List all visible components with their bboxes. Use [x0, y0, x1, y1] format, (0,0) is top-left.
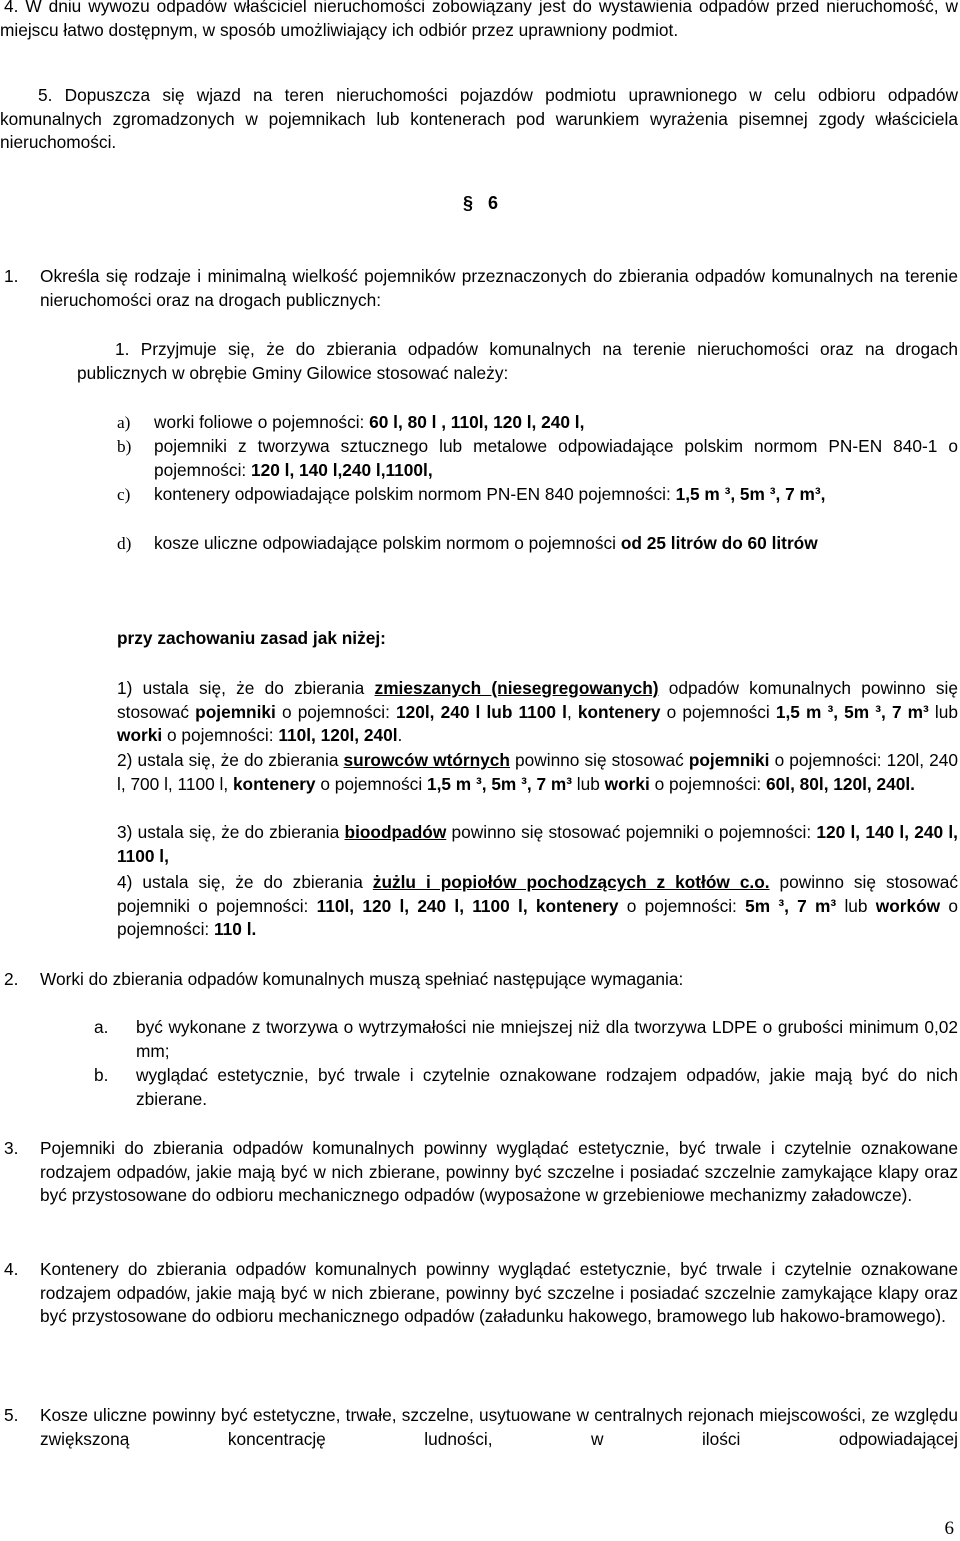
rule-text: o pojemności:	[618, 895, 746, 916]
paragraph-4-text: 4. W dniu wywozu odpadów właściciel nieruchomości zobowiązany jest do wystawienia odpadów przed nieruchomość, w miejscu łatwo dostępnym, w sposób umożliwiający ich odbiór przez uprawniony podmiot.	[0, 0, 958, 40]
list-item-text: pojemniki z tworzywa sztucznego lub metalowe odpowiadające polskim normom PN-EN 840-1 o pojemności:	[154, 436, 958, 480]
item-3-number: 3.	[4, 1138, 19, 1158]
rule-text: o pojemności	[660, 701, 776, 722]
item-2a-letter: a.	[94, 1017, 109, 1037]
rule-bold: worków	[875, 895, 941, 916]
rule-text: lub	[572, 773, 605, 794]
subitem-1-1	[77, 338, 958, 385]
list-item-values: 120 l, 140 l,240 l,1100l,	[251, 459, 433, 480]
rule-bold: kontenery	[577, 701, 661, 722]
list-item-letter: c)	[117, 485, 131, 504]
rule-bold: 110l, 120 l, 240 l, 1100 l, kontenery	[316, 895, 619, 916]
item-1-number: 1.	[4, 266, 19, 286]
list-item	[154, 483, 958, 507]
rule-2	[117, 749, 958, 796]
rule-waste-type: zmieszanych (niesegregowanych)	[374, 678, 659, 698]
paragraph-4	[0, 0, 958, 42]
item-4-text: Kontenery do zbierania odpadów komunalnych powinny wyglądać estetycznie, być trwale i czytelnie oznakowane rodzajem odpadów, jakie mają być w nich zbierane, powinny być szczelne i posiadać szczelnie zamykające klapy oraz być przystosowane do odbioru mechanicznego odpadów (załadunku hakowego, bramowego lub hakowo-bramowego).	[40, 1259, 958, 1326]
rule-text: o pojemności:	[117, 895, 958, 939]
rule-text: .	[397, 725, 403, 745]
item-2a-text: być wykonane z tworzywa o wytrzymałości nie mniejszej niż dla tworzywa LDPE o grubości minimum 0,02 mm;	[136, 1017, 958, 1061]
rule-text: o pojemności:	[162, 725, 279, 745]
item-1-text: Określa się rodzaje i minimalną wielkość pojemników przeznaczonych do zbierania odpadów komunalnych na terenie nieruchomości oraz na drogach publicznych:	[40, 266, 958, 310]
rule-waste-type: surowców wtórnych	[343, 750, 510, 770]
paragraph-5	[0, 84, 958, 155]
rule-text: 4) ustala się, że do zbierania	[117, 872, 373, 892]
rule-bold: pojemniki	[688, 750, 770, 770]
rule-bold: 110 l.	[214, 919, 257, 939]
section-number: 6	[488, 193, 499, 213]
section-sign-icon: §	[463, 193, 474, 213]
list-item	[154, 532, 958, 556]
rule-bold: 1,5 m ³, 5m ³, 7 m³	[426, 773, 572, 794]
list-item-letter: d)	[117, 534, 132, 553]
rule-3	[117, 821, 958, 868]
item-2-text: Worki do zbierania odpadów komunalnych muszą spełniać następujące wymagania:	[40, 969, 684, 989]
rule-text: lub	[836, 895, 876, 916]
rule-waste-type: bioodpadów	[344, 822, 447, 842]
list-item-values: 1,5 m ³, 5m ³, 7 m³,	[675, 484, 826, 504]
rule-text: ,	[566, 701, 578, 722]
rule-bold: pojemniki	[195, 701, 276, 722]
rule-bold: worki	[604, 773, 650, 794]
list-item	[154, 435, 958, 482]
rule-bold: 1,5 m ³, 5m ³, 7 m³	[775, 701, 929, 722]
list-item-values: od 25 litrów do 60 litrów	[620, 533, 818, 553]
list-item-letter: a)	[117, 413, 131, 432]
rule-4	[117, 871, 958, 942]
list-item	[154, 411, 958, 435]
subitem-1-1-text: 1. Przyjmuje się, że do zbierania odpadów komunalnych na terenie nieruchomości oraz na drogach publicznych w obrębie Gminy Gilowice stosować należy:	[77, 339, 958, 383]
list-item-text: kontenery odpowiadające polskim normom PN-EN 840 pojemności:	[154, 484, 676, 504]
rule-bold: 110l, 120l, 240l	[278, 725, 398, 745]
item-5-number: 5.	[4, 1405, 19, 1425]
rule-text: lub	[928, 701, 958, 722]
rule-waste-type: żużlu i popiołów pochodzących z kotłów c.o.	[372, 872, 770, 892]
list-item-letter: b)	[117, 437, 132, 456]
rule-text: 2) ustala się, że do zbierania	[117, 750, 344, 770]
item-2-number: 2.	[4, 969, 19, 989]
rule-text: powinno się stosować pojemniki o pojemności:	[446, 822, 817, 842]
rule-text: o pojemności	[315, 773, 427, 794]
page-number: 6	[944, 1518, 954, 1539]
rule-text: 3) ustala się, że do zbierania	[117, 822, 345, 842]
rule-bold: 120l, 240 l lub 1100 l	[396, 701, 567, 722]
paragraph-5-text: 5. Dopuszcza się wjazd na teren nieruchomości pojazdów podmiotu uprawnionego w celu odbioru odpadów komunalnych zgromadzonych w pojemnikach lub kontenerach pod warunkiem wyrażenia pisemnej zgody właściciela nieruchomości.	[0, 85, 958, 152]
rule-bold: 60l, 80l, 120l, 240l.	[766, 773, 915, 794]
list-item-text: kosze uliczne odpowiadające polskim normom o pojemności	[154, 533, 621, 553]
rule-1	[117, 677, 958, 748]
list-item-text: worki foliowe o pojemności:	[154, 412, 370, 432]
rule-text: odpadów komunalnych powinno się stosować	[117, 678, 958, 722]
item-2b-text: wyglądać estetycznie, być trwale i czytelnie oznakowane rodzajem odpadów, jakie mają być do nich zbierane.	[136, 1065, 958, 1109]
rule-text: 1) ustala się, że do zbierania	[117, 678, 375, 698]
rule-bold: kontenery	[232, 773, 316, 794]
rule-bold: worki	[117, 725, 163, 745]
section-heading	[463, 192, 498, 216]
rule-text: powinno się stosować pojemniki o pojemności:	[117, 872, 958, 916]
rules-heading: przy zachowaniu zasad jak niżej:	[117, 628, 386, 648]
item-2b-letter: b.	[94, 1065, 109, 1085]
rule-bold: 120 l, 140 l, 240 l, 1100 l,	[117, 822, 958, 866]
rule-text: powinno się stosować	[509, 750, 689, 770]
rule-text: o pojemności: 120l, 240 l, 700 l, 1100 l,	[117, 750, 958, 794]
rule-text: o pojemności:	[275, 701, 397, 722]
item-4-number: 4.	[4, 1259, 19, 1279]
rule-bold: 5m ³, 7 m³	[745, 895, 837, 916]
item-5-text: Kosze uliczne powinny być estetyczne, trwałe, szczelne, usytuowane w centralnych rejonach miejscowości, ze względu zwiększoną koncentrację ludności, w ilości odpowiadającej	[40, 1405, 958, 1449]
rule-text: o pojemności:	[649, 773, 767, 794]
list-item-values: 60 l, 80 l , 110l, 120 l, 240 l,	[369, 412, 585, 432]
item-3-text: Pojemniki do zbierania odpadów komunalnych powinny wyglądać estetycznie, być trwale i czytelnie oznakowane rodzajem odpadów, jakie mają być w nich zbierane, powinny być szczelne i posiadać szczelnie zamykające klapy oraz być przystosowane do odbioru mechanicznego odpadów (wyposażone w grzebieniowe mechanizmy załadowcze).	[40, 1138, 958, 1205]
